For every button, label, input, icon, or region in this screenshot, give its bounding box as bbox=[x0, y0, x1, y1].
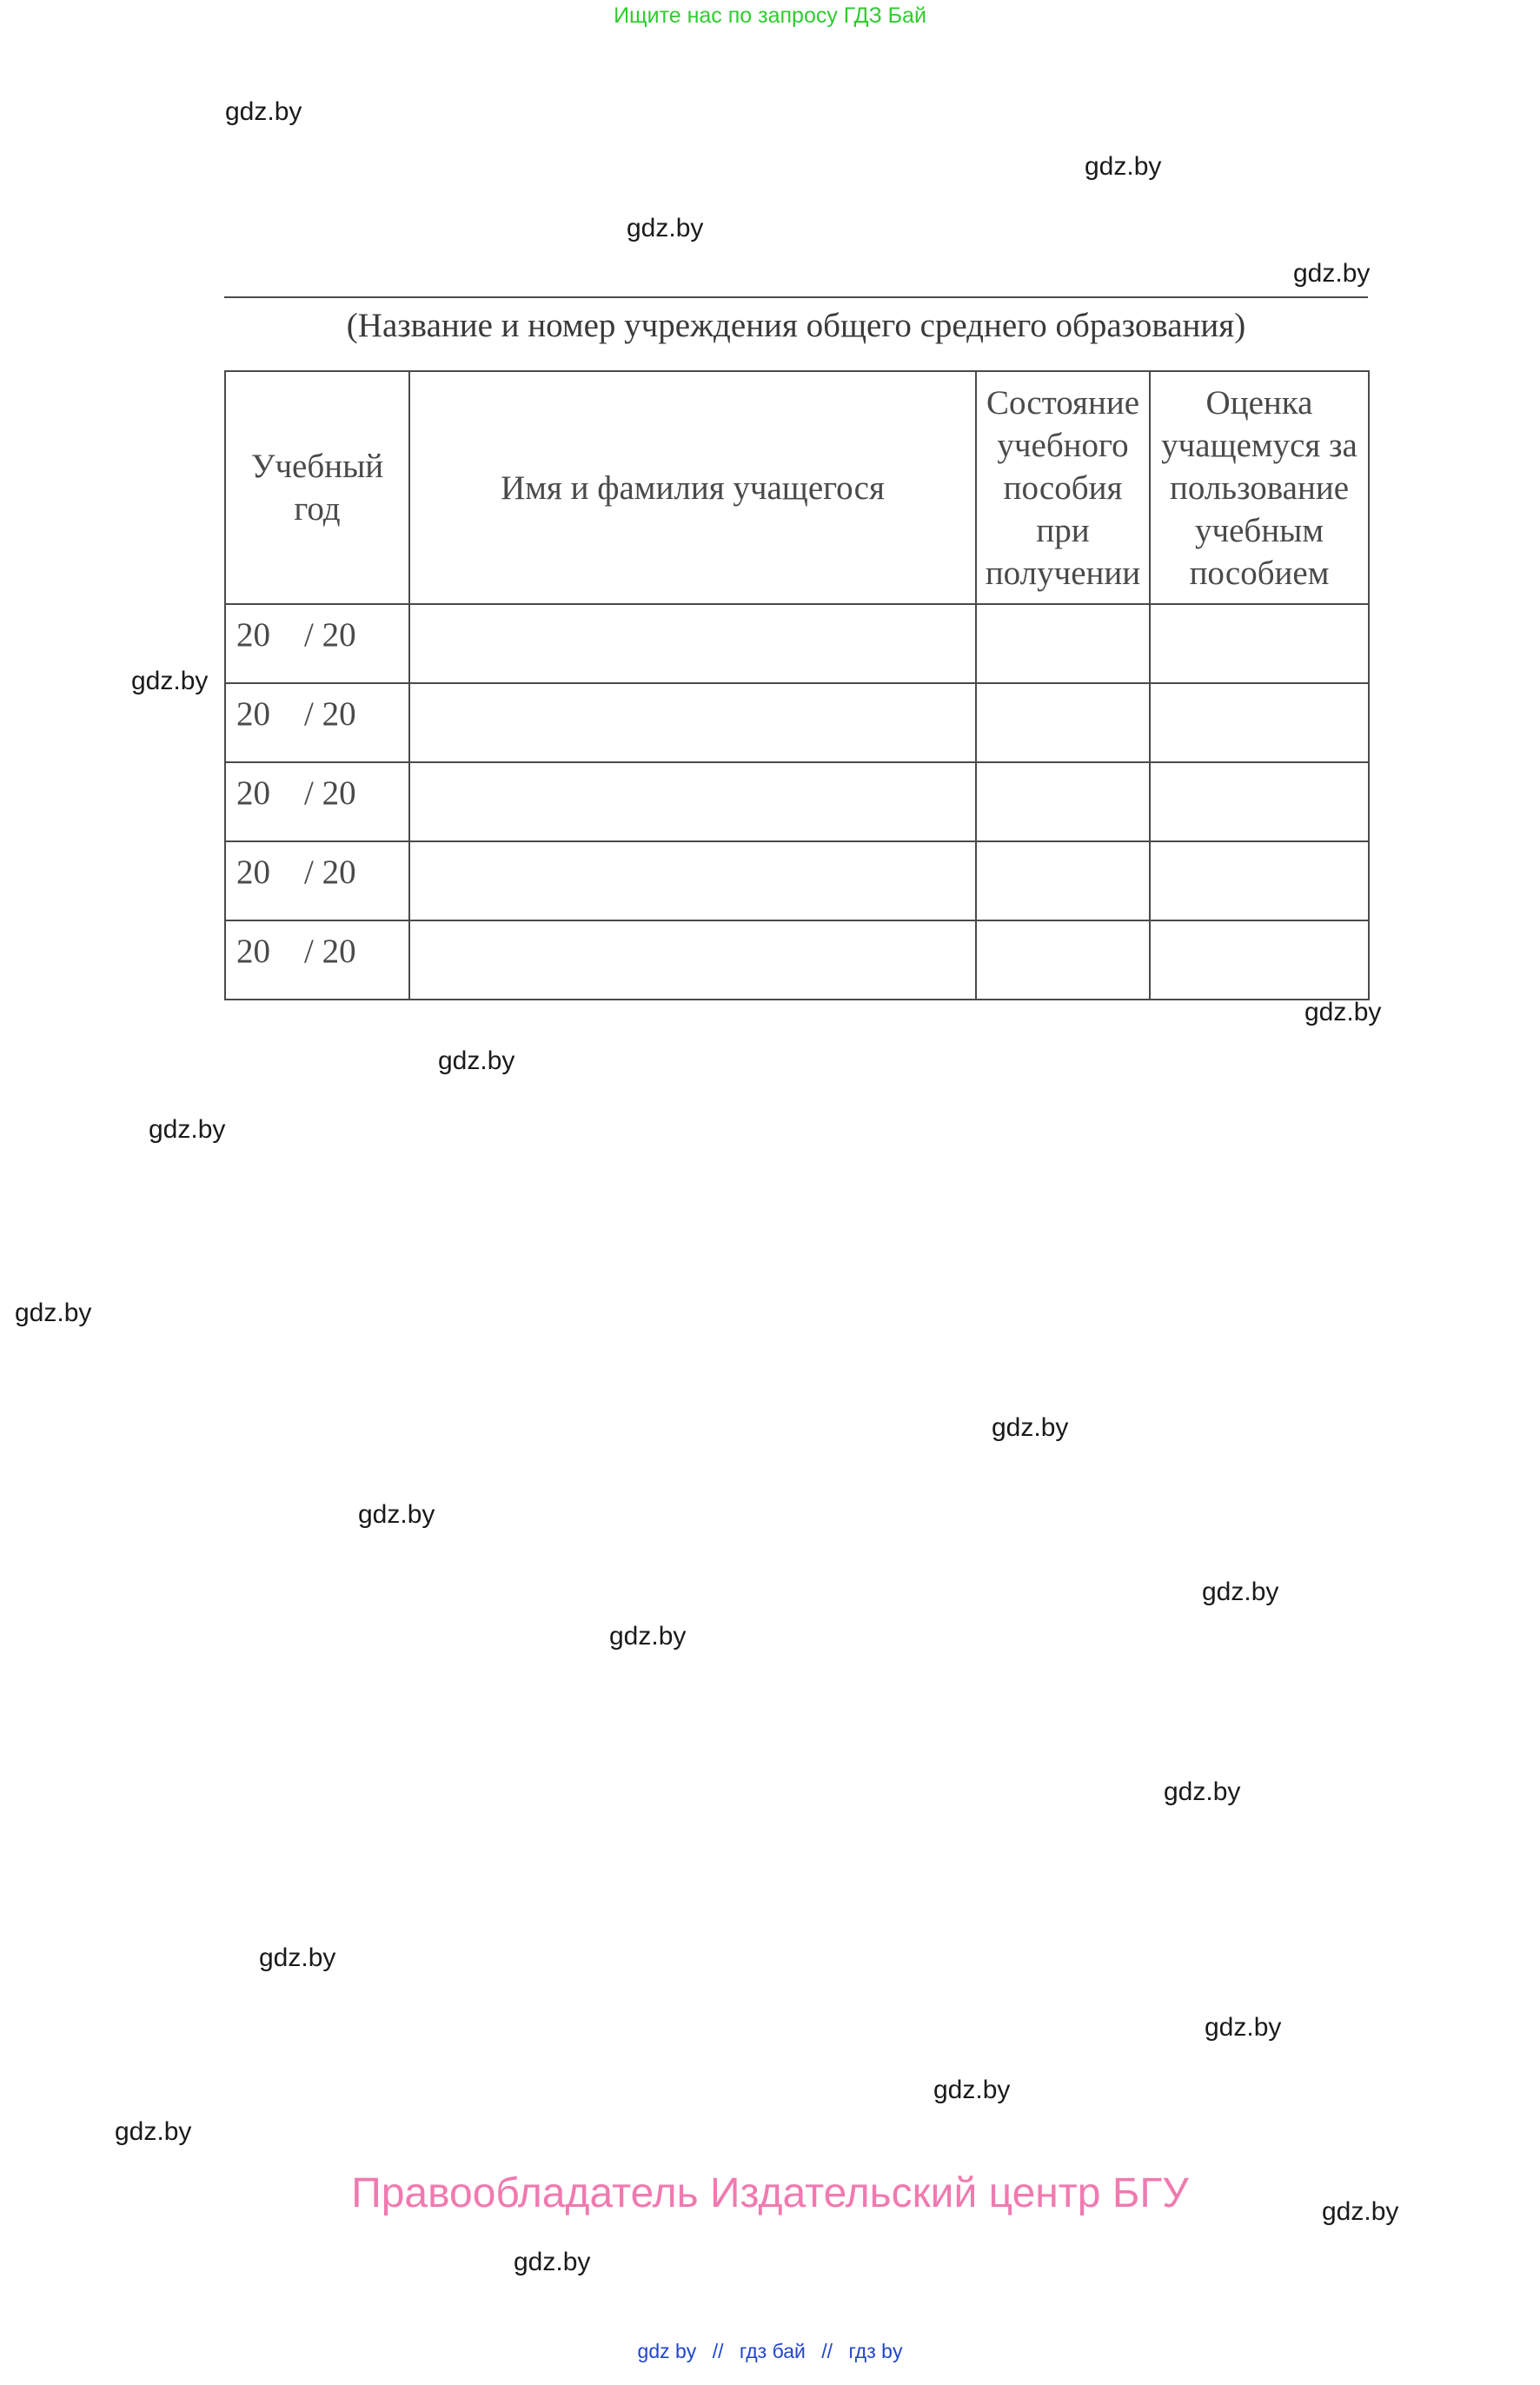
condition-cell bbox=[976, 920, 1150, 1000]
table-row bbox=[225, 683, 1369, 762]
table-row bbox=[225, 762, 1369, 841]
name-cell bbox=[409, 762, 976, 841]
institution-caption: (Название и номер учреждения общего среднего образования) bbox=[346, 307, 1246, 344]
watermark: gdz.by bbox=[1164, 1777, 1241, 1806]
year-cell: 20 / 20 bbox=[225, 920, 409, 1000]
watermark: gdz.by bbox=[1202, 1578, 1279, 1606]
watermark: gdz.by bbox=[1293, 259, 1371, 288]
watermark: gdz.by bbox=[992, 1413, 1069, 1442]
condition-cell bbox=[976, 841, 1150, 920]
watermark: gdz.by bbox=[225, 97, 302, 126]
watermark: gdz.by bbox=[115, 2117, 192, 2146]
footer-link-gdz-by-cyr[interactable]: гдз by bbox=[848, 2340, 903, 2362]
watermark: gdz.by bbox=[358, 1500, 435, 1529]
table-header-row bbox=[225, 371, 1369, 604]
grade-cell bbox=[1150, 920, 1369, 1000]
watermark: gdz.by bbox=[259, 1943, 336, 1972]
watermark: gdz.by bbox=[131, 667, 209, 695]
watermark: gdz.by bbox=[1205, 2013, 1282, 2042]
watermark: gdz.by bbox=[609, 1622, 687, 1651]
header-usage-grade: Оценка учащемуся за пользование учебным пособием bbox=[1150, 371, 1369, 604]
top-banner[interactable]: Ищите нас по запросу ГДЗ Бай bbox=[614, 3, 926, 28]
condition-cell bbox=[976, 762, 1150, 841]
watermark: gdz.by bbox=[149, 1115, 226, 1144]
grade-cell bbox=[1150, 762, 1369, 841]
copyright-notice: Правообладатель Издательский центр БГУ bbox=[351, 2170, 1189, 2216]
watermark: gdz.by bbox=[514, 2248, 591, 2276]
watermark: gdz.by bbox=[1304, 998, 1382, 1026]
year-cell: 20 / 20 bbox=[225, 604, 409, 683]
textbook-register-table bbox=[224, 370, 1370, 1000]
header-condition-on-receipt: Состояние учебного пособия при получении bbox=[976, 371, 1150, 604]
watermark: gdz.by bbox=[438, 1046, 515, 1075]
condition-cell bbox=[976, 604, 1150, 683]
table-row bbox=[225, 604, 1369, 683]
header-school-year: Учебный год bbox=[225, 371, 409, 604]
footer-links bbox=[0, 2340, 1540, 2363]
watermark: gdz.by bbox=[933, 2076, 1011, 2104]
watermark: gdz.by bbox=[15, 1299, 92, 1327]
watermark: gdz.by bbox=[1085, 152, 1162, 181]
footer-link-gdz-bai[interactable]: гдз бай bbox=[739, 2340, 806, 2362]
year-cell: 20 / 20 bbox=[225, 683, 409, 762]
grade-cell bbox=[1150, 683, 1369, 762]
name-cell bbox=[409, 683, 976, 762]
header-student-name: Имя и фамилия учащегося bbox=[409, 371, 976, 604]
footer-separator: // bbox=[821, 2340, 833, 2362]
grade-cell bbox=[1150, 604, 1369, 683]
watermark: gdz.by bbox=[1322, 2197, 1399, 2226]
table-row bbox=[225, 920, 1369, 1000]
name-cell bbox=[409, 920, 976, 1000]
year-cell: 20 / 20 bbox=[225, 762, 409, 841]
name-cell bbox=[409, 841, 976, 920]
institution-name-line bbox=[224, 296, 1368, 298]
watermark: gdz.by bbox=[627, 214, 704, 242]
footer-link-gdz-by[interactable]: gdz by bbox=[637, 2340, 697, 2362]
year-cell: 20 / 20 bbox=[225, 841, 409, 920]
name-cell bbox=[409, 604, 976, 683]
table-row bbox=[225, 841, 1369, 920]
grade-cell bbox=[1150, 841, 1369, 920]
footer-separator: // bbox=[712, 2340, 724, 2362]
condition-cell bbox=[976, 683, 1150, 762]
